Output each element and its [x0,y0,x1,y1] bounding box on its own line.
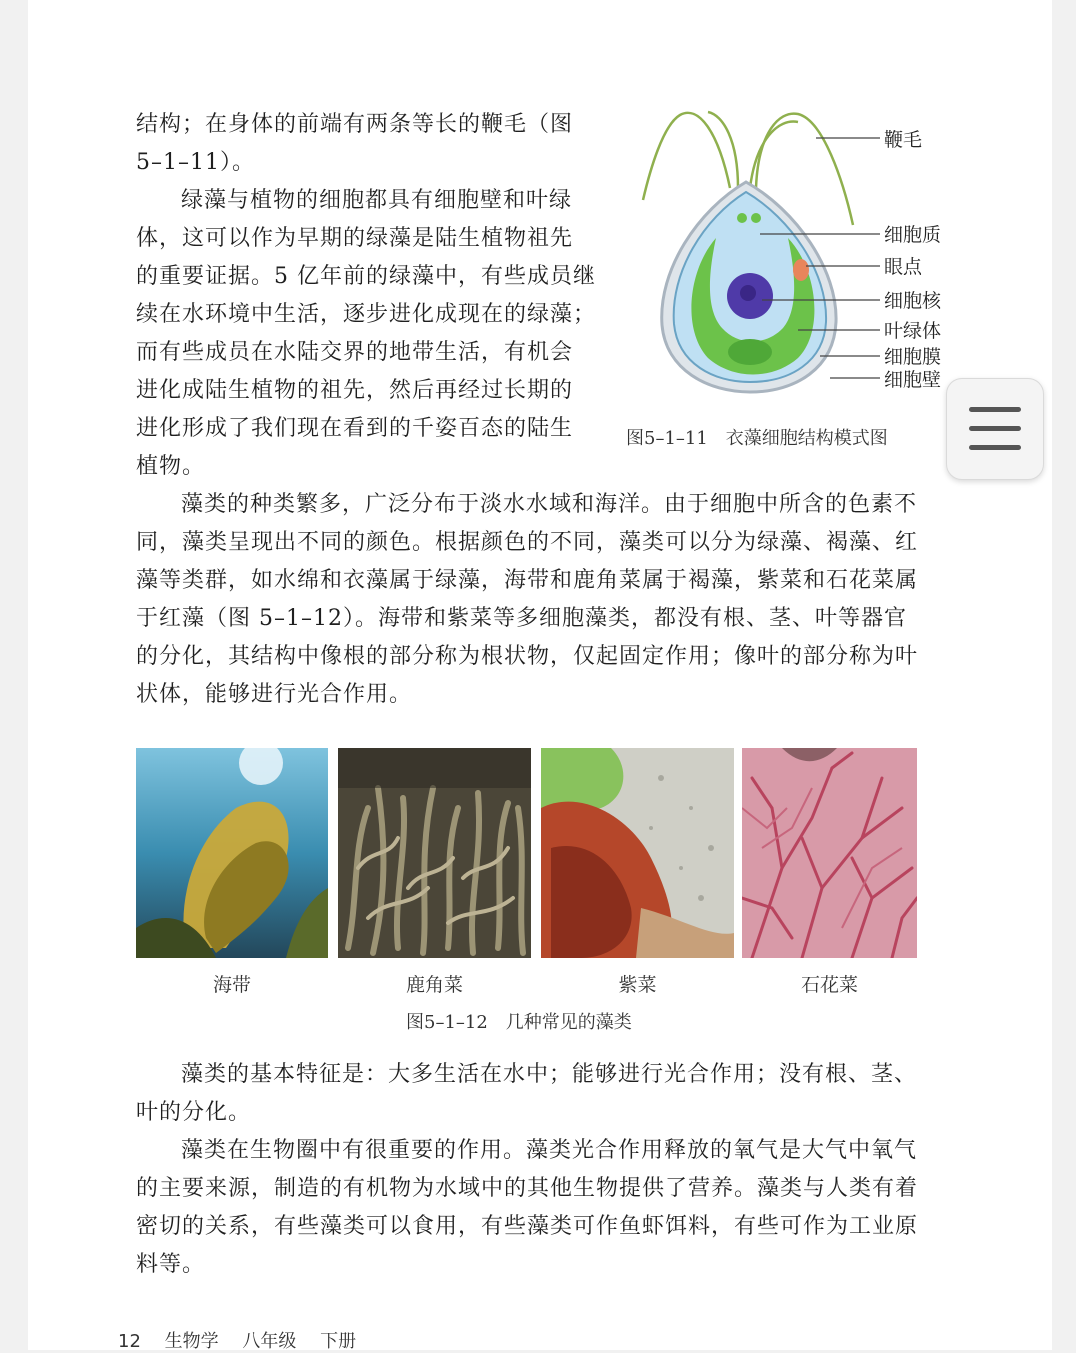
label-eyespot: 眼点 [884,256,923,278]
photo-kelp [136,748,328,958]
chlamydomonas-diagram [638,100,958,400]
label-nucleus: 细胞核 [884,290,942,312]
paragraph-2: 绿藻与植物的细胞都具有细胞壁和叶绿 体，这可以作为早期的绿藻是陆生植物祖先 的重要证据。5 亿年前的绿藻中，有些成员继 续在水环境中生活，逐步进化成现在的绿藻； 而有些成员在水陆交界的地带生活，有机会 进化成陆生植物的祖先，然后再经过长期的 进化形成了我们现在看到的千姿百态的陆生 植物。 [136,188,597,479]
photo-label-gelidium: 石花菜 [800,974,858,996]
label-cell-membrane: 细胞膜 [884,346,942,368]
label-cytoplasm: 细胞质 [884,224,942,246]
photo-label-pelvetia: 鹿角菜 [405,974,463,996]
page-footer [118,1327,374,1353]
photo-nori [541,748,734,958]
page-number: 12 [118,1331,141,1352]
book-volume: 下册 [320,1331,357,1352]
book-subject: 生物学 [164,1331,219,1352]
paragraph-3: 藻类的种类繁多，广泛分布于淡水水域和海洋。由于细胞中所含的色素不 同，藻类呈现出不同的颜色。根据颜色的不同，藻类可以分为绿藻、褐藻、红 藻等类群，如水绵和衣藻属于绿藻，海带和鹿角菜属于褐藻，紫菜和石花菜属 于红藻（图 5–1–12）。海带和紫菜等多细胞藻类，都没有根、茎、叶等器官 的分化，其结构中像根的部分称为根状物，仅起固定作用；像叶的部分称为叶 状体，能够进行光合作用。 [136,492,919,707]
paragraph-5: 藻类在生物圈中有很重要的作用。藻类光合作用释放的氧气是大气中氧气 的主要来源，制造的有机物为水域中的其他生物提供了营养。藻类与人类有着 密切的关系，有些藻类可以食用，有些藻类可作鱼虾饵料，有些可作为工业原 料等。 [136,1138,919,1277]
figure-caption-5-1-11: 图5–1–11 衣藻细胞结构模式图 [626,428,888,449]
book-grade: 八年级 [242,1331,297,1352]
hamburger-menu-button[interactable] [946,378,1044,480]
photo-pelvetia [338,748,531,958]
paragraph-4: 藻类的基本特征是：大多生活在水中；能够进行光合作用；没有根、茎、 叶的分化。 [136,1062,918,1125]
paragraph-1: 结构；在身体的前端有两条等长的鞭毛（图 5–1–11）。 [136,112,574,175]
photo-label-kelp: 海带 [212,974,251,996]
label-flagellum: 鞭毛 [884,129,923,151]
figure-caption-5-1-12: 图5–1–12 几种常见的藻类 [406,1012,632,1033]
photo-gelidium [742,748,917,958]
textbook-page [28,0,1052,1350]
label-cell-wall: 细胞壁 [884,369,942,391]
photo-label-nori: 紫菜 [618,974,657,996]
label-chloroplast: 叶绿体 [884,320,942,342]
